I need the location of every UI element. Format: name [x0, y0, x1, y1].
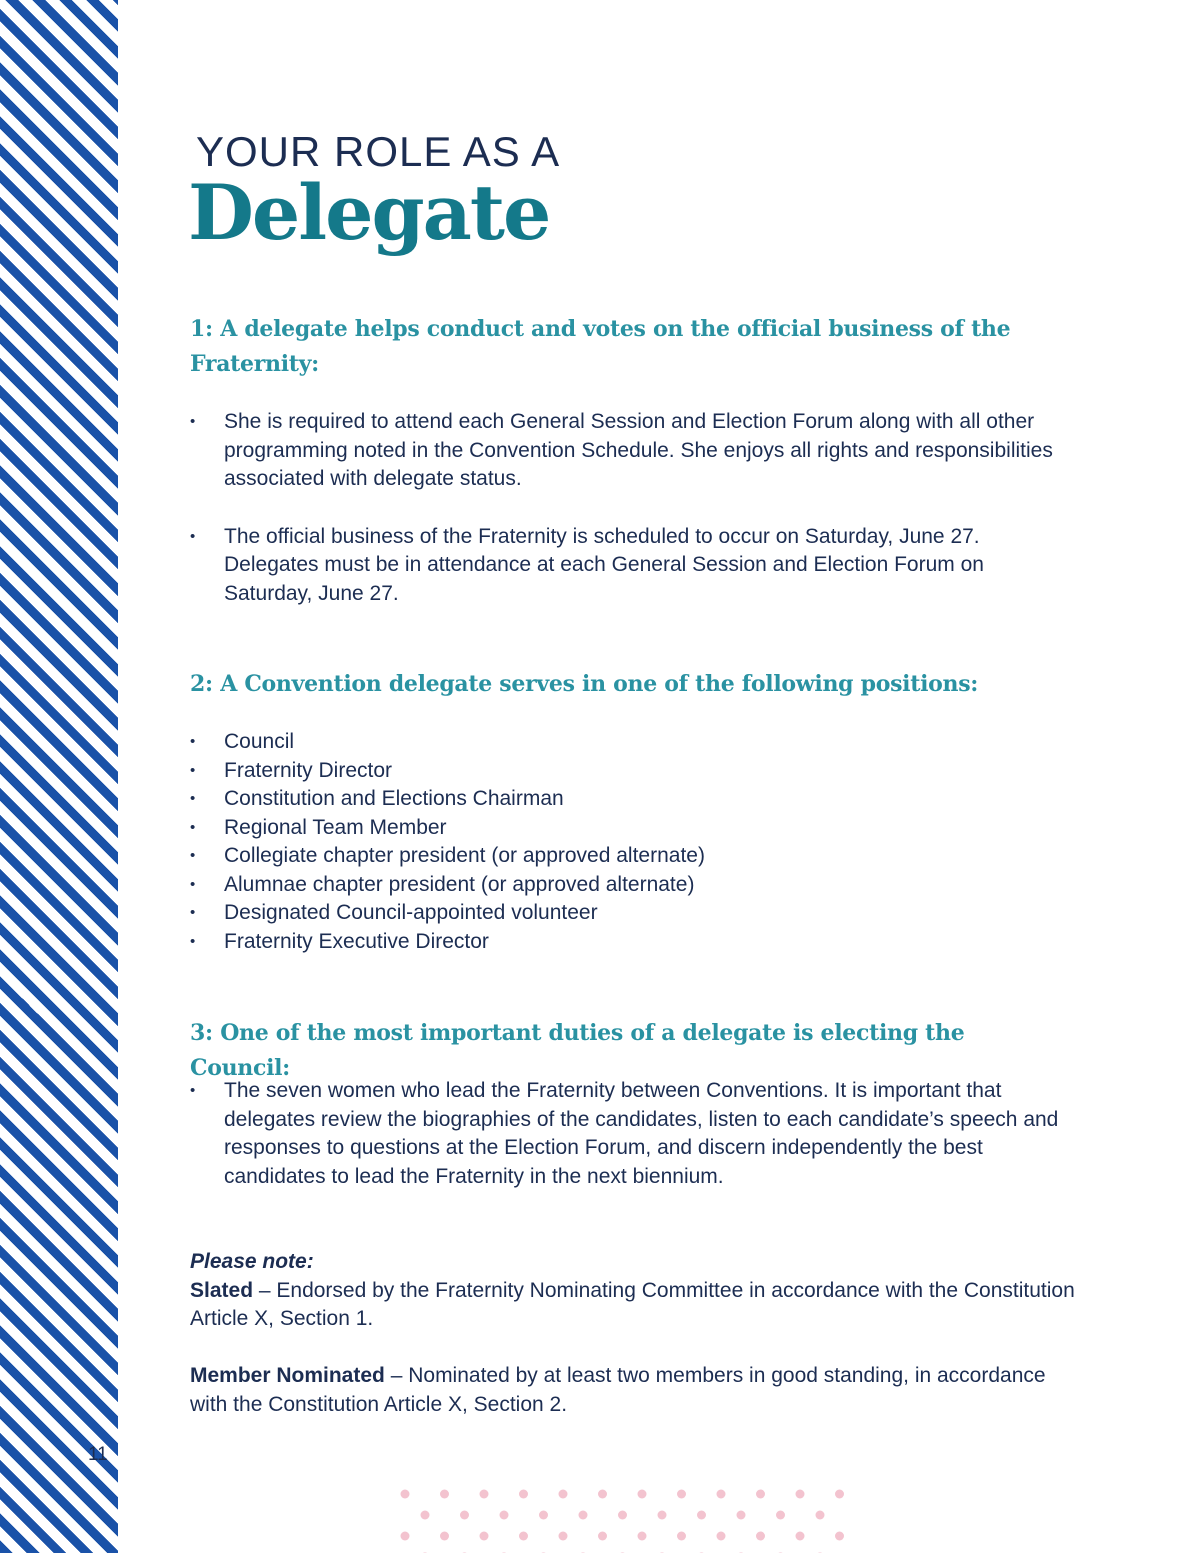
slated-term: Slated: [190, 1278, 254, 1302]
decorative-stripe-band: [0, 0, 118, 1553]
section-2-list: [190, 728, 1070, 956]
pattern-dot: [658, 1511, 667, 1520]
pattern-dot: [835, 1532, 844, 1541]
pattern-dot: [717, 1532, 726, 1541]
slated-text: – Endorsed by the Fraternity Nominating Committee in accordance with the Constitution Article X, Section 1.: [190, 1278, 1075, 1330]
section-3-list: [190, 1077, 1070, 1191]
pattern-dot: [756, 1490, 765, 1499]
pattern-dot: [697, 1511, 706, 1520]
pattern-dot: [440, 1490, 449, 1499]
member-nominated-term: Member Nominated: [190, 1364, 385, 1387]
list-item: • Regional Team Member: [190, 814, 1070, 843]
member-nominated-definition: [190, 1362, 1080, 1419]
slated-definition: [190, 1277, 1080, 1334]
pattern-dot: [796, 1490, 805, 1499]
list-item: • The official business of the Fraternity is scheduled to occur on Saturday, June 27. Delegates must be in attendance at each General Session and Election Forum on Saturday, June 27.: [190, 523, 1070, 609]
list-item: • Alumnae chapter president (or approved alternate): [190, 871, 1070, 900]
pattern-dot: [519, 1490, 528, 1499]
pattern-dot: [638, 1490, 647, 1499]
pattern-dot: [835, 1490, 844, 1499]
page-number: 11: [88, 1444, 108, 1465]
pattern-dot: [737, 1511, 746, 1520]
note-title: Please note:: [190, 1250, 314, 1273]
pattern-dot: [816, 1511, 825, 1520]
section-2-heading: 2: A Convention delegate serves in one of the following positions:: [190, 671, 979, 697]
list-item: • Fraternity Executive Director: [190, 928, 1070, 957]
pattern-dot: [480, 1490, 489, 1499]
list-item: • Constitution and Elections Chairman: [190, 785, 1070, 814]
pattern-dot: [579, 1511, 588, 1520]
list-item: • Fraternity Director: [190, 757, 1070, 786]
pattern-dot: [598, 1532, 607, 1541]
pattern-dot: [717, 1490, 726, 1499]
list-item: • She is required to attend each General Session and Election Forum along with all other programming noted in the Convention Schedule. She enjoys all rights and responsibilities associated with delegate status.: [190, 408, 1070, 494]
pattern-dot: [756, 1532, 765, 1541]
page-title-prefix: YOUR ROLE AS A: [196, 128, 561, 175]
pattern-dot: [776, 1511, 785, 1520]
pattern-dot: [421, 1511, 430, 1520]
pattern-dot: [559, 1532, 568, 1541]
member-nominated-text: – Nominated by at least two members in good standing, in accordance with the Constitution Article X, Section 2.: [190, 1364, 1046, 1416]
pattern-dot: [500, 1511, 509, 1520]
list-item: • Council: [190, 728, 1070, 757]
section-1-heading: 1: A delegate helps conduct and votes on the official business of the Fraternity:: [190, 316, 1011, 377]
page-title: Delegate: [188, 168, 550, 257]
decorative-dot-pattern: [396, 1484, 856, 1553]
list-item: • Collegiate chapter president (or approved alternate): [190, 842, 1070, 871]
list-item: • Designated Council-appointed volunteer: [190, 899, 1070, 928]
pattern-dot: [440, 1532, 449, 1541]
section-3-heading: 3: One of the most important duties of a delegate is electing the Council:: [190, 1020, 965, 1081]
pattern-dot: [796, 1532, 805, 1541]
pattern-dot: [677, 1532, 686, 1541]
pattern-dot: [598, 1490, 607, 1499]
pattern-dot: [480, 1532, 489, 1541]
pattern-dot: [401, 1532, 410, 1541]
pattern-dot: [677, 1490, 686, 1499]
section-1-list: [190, 408, 1070, 637]
pattern-dot: [539, 1511, 548, 1520]
list-item: • The seven women who lead the Fraternity between Conventions. It is important that delegates review the biographies of the candidates, listen to each candidate’s speech and responses to questions at the Election Forum, and discern independently the best candidates to lead the Fraternity in the next biennium.: [190, 1077, 1070, 1191]
pattern-dot: [519, 1532, 528, 1541]
note-block: [190, 1248, 1080, 1419]
pattern-dot: [638, 1532, 647, 1541]
pattern-dot: [460, 1511, 469, 1520]
pattern-dot: [618, 1511, 627, 1520]
pattern-dot: [401, 1490, 410, 1499]
pattern-dot: [559, 1490, 568, 1499]
